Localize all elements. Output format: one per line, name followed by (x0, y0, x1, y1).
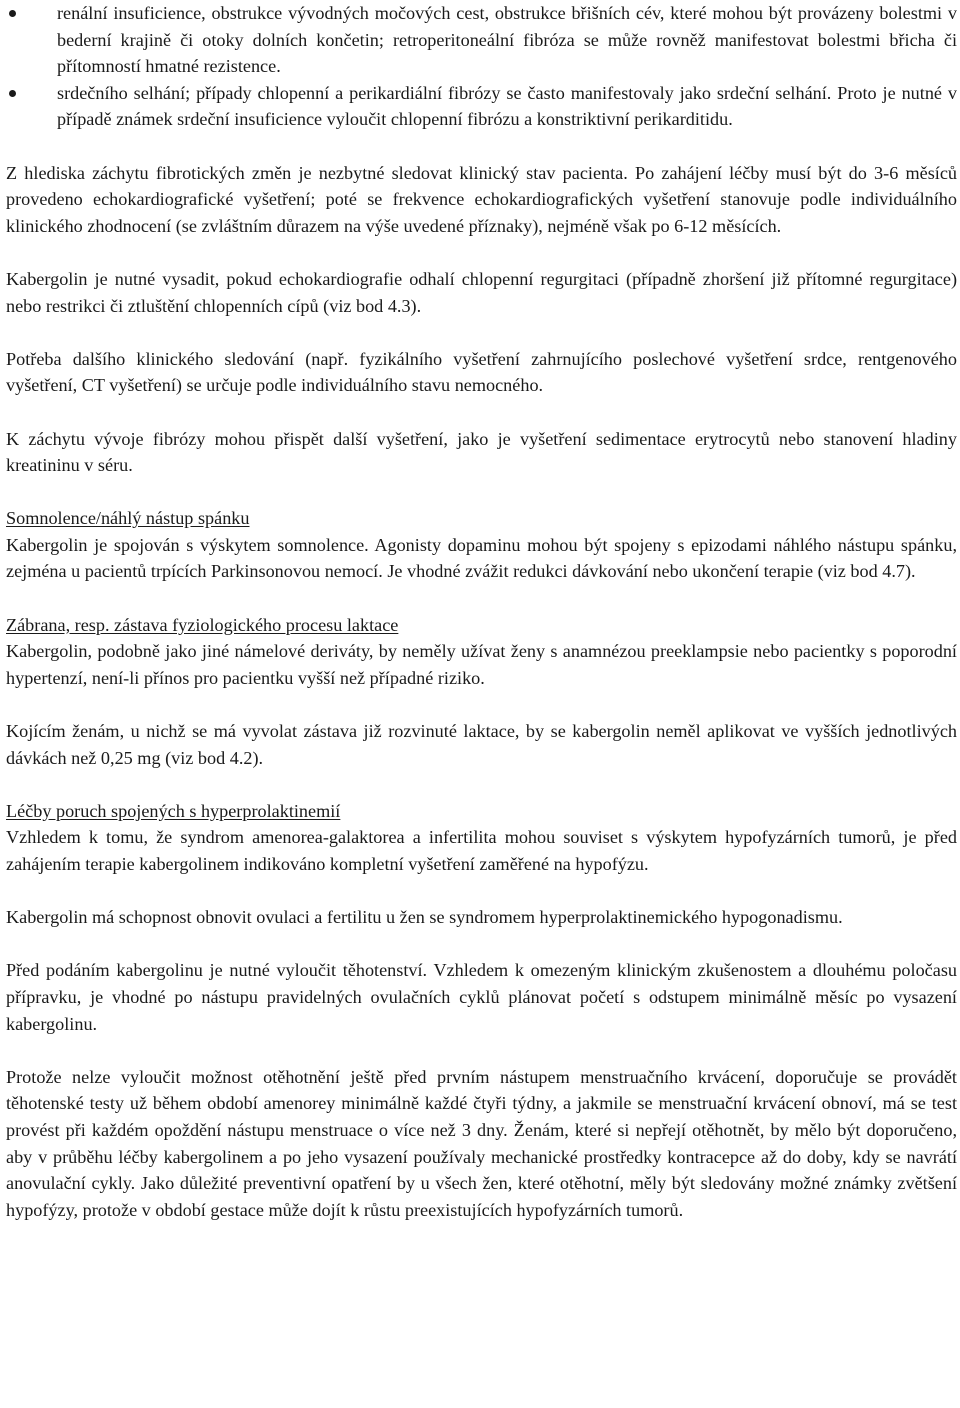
bullet-icon (9, 10, 16, 17)
paragraph: Potřeba dalšího klinického sledování (např. fyzikálního vyšetření zahrnujícího poslechové vyšetření srdce, rentgenového vyšetření, CT vyšetření) se určuje podle individuálního stavu nemocného. (6, 348, 957, 396)
list-item (6, 80, 957, 133)
paragraph: K záchytu vývoje fibrózy mohou přispět další vyšetření, jako je vyšetření sedimentace erytrocytů nebo stanovení hladiny kreatininu v séru. (6, 428, 957, 476)
paragraph: Kabergolin, podobně jako jiné námelové deriváty, by neměly užívat ženy s anamnézou preeklampsie nebo pacientky s poporodní hypertenzí, není-li přínos pro pacientku vyšší než případné riziko. (6, 641, 957, 688)
section-heading: Zábrana, resp. zástava fyziologického procesu laktace (6, 614, 399, 635)
bullet-icon (9, 90, 16, 97)
paragraph: Z hlediska záchytu fibrotických změn je nezbytné sledovat klinický stav pacienta. Po zahájení léčby musí být do 3-6 měsíců provedeno echokardiografické vyšetření; poté se frekvence echokardiografických vyšetření stanovuje podle individuálního klinického zhodnocení (se zvláštním důrazem na výše uvedené příznaky), nejméně však po 6-12 měsících. (6, 162, 957, 236)
list-item (6, 0, 957, 80)
paragraph: Kabergolin má schopnost obnovit ovulaci a fertilitu u žen se syndromem hyperprolaktinemického hypogonadismu. (6, 907, 843, 928)
paragraph: Protože nelze vyloučit možnost otěhotnění ještě před prvním nástupem menstruačního krvácení, doporučuje se provádět těhotenské testy už během období amenorey minimálně každé čtyři týdny, a jakmile se menstruační krvácení obnoví, má se test provést při každém opoždění nástupu menstruace o více než 3 dny. Ženám, které si nepřejí otěhotnět, by mělo být doporučeno, aby v průběhu léčby kabergolinem a po jeho vysazení používaly mechanické prostředky kontracepce až do doby, kdy se navrátí anovulační cykly. Jako důležité preventivní opatření by u všech žen, které otěhotní, měly být sledovány možné známky zvětšení hypofýzy, protože v období gestace může dojít k růstu preexistujících hypofyzárních tumorů. (6, 1066, 957, 1220)
bullet-list (6, 0, 957, 133)
paragraph: Kabergolin je nutné vysadit, pokud echokardiografie odhalí chlopenní regurgitaci (případně zhoršení již přítomné regurgitace) nebo restrikci či ztluštění chlopenních cípů (viz bod 4.3). (6, 268, 957, 316)
paragraph: Před podáním kabergolinu je nutné vyloučit těhotenství. Vzhledem k omezeným klinickým zkušenostem a dlouhému poločasu přípravku, je vhodné po nástupu pravidelných ovulačních cyklů plánovat početí s odstupem minimálně měsíc po vysazení kabergolinu. (6, 960, 957, 1034)
section-heading: Léčby poruch spojených s hyperprolaktinemií (6, 800, 341, 821)
section-lactation (6, 612, 957, 772)
list-item-text: renální insuficience, obstrukce vývodných močových cest, obstrukce břišních cév, které mohou být provázeny bolestmi v bederní krajině či otoky dolních končetin; retroperitoneální fibróza se může rovněž manifestovat bolestmi břicha či přítomností hmatné rezistence. (57, 3, 957, 77)
section-hyperprolactinemia (6, 798, 957, 1224)
section-somnolence (6, 505, 957, 585)
section-heading: Somnolence/náhlý nástup spánku (6, 508, 250, 529)
paragraph: Kojícím ženám, u nichž se má vyvolat zástava již rozvinuté laktace, by se kabergolin neměl aplikovat ve vyšších jednotlivých dávkách než 0,25 mg (viz bod 4.2). (6, 721, 957, 768)
paragraph: Vzhledem k tomu, že syndrom amenorea-galaktorea a infertilita mohou souviset s výskytem hypofyzárních tumorů, je před zahájením terapie kabergolinem indikováno kompletní vyšetření zaměřené na hypofýzu. (6, 827, 957, 874)
document-page (6, 0, 957, 1223)
list-item-text: srdečního selhání; případy chlopenní a perikardiální fibrózy se často manifestovaly jako srdeční selhání. Proto je nutné v případě známek srdeční insuficience vyloučit chlopenní fibrózu a konstriktivní perikarditidu. (57, 82, 957, 130)
paragraph: Kabergolin je spojován s výskytem somnolence. Agonisty dopaminu mohou být spojeny s epizodami náhlého nástupu spánku, zejména u pacientů trpících Parkinsonovou nemocí. Je vhodné zvážit redukci dávkování nebo ukončení terapie (viz bod 4.7). (6, 534, 957, 582)
